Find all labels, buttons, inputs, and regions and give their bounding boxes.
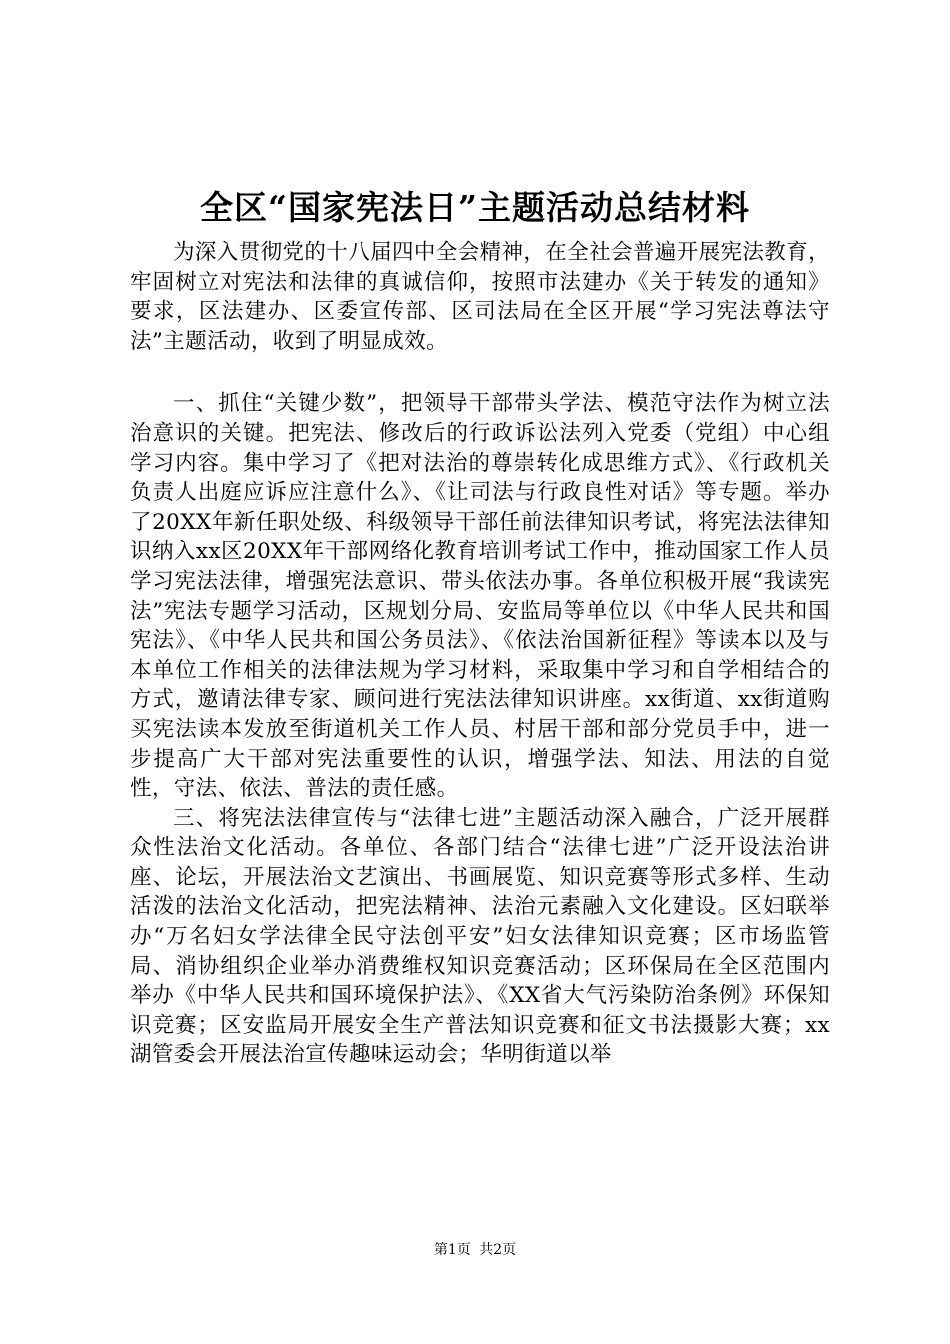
page-number: 第1页: [433, 1242, 471, 1258]
page-footer: [0, 1240, 950, 1260]
document-body: [130, 238, 830, 1070]
paragraph-spacer: [130, 356, 830, 389]
paragraph-section-one: 一、抓住“关键少数”，把领导干部带头学法、模范守法作为树立法治意识的关键。把宪法、修改后的行政诉讼法列入党委（党组）中心组学习内容。集中学习了《把对法治的尊崇转化成思维方式》、《行政机关负责人出庭应诉应注意什么》、《让司法与行政良性对话》等专题。举办了20XX年新任职处级、科级领导干部任前法律知识考试，将宪法法律知识纳入xx区20XX年干部网络化教育培训考试工作中，推动国家工作人员学习宪法法律，增强宪法意识、带头依法办事。各单位积极开展“我读宪法”宪法专题学习活动，区规划分局、安监局等单位以《中华人民共和国宪法》、《中华人民共和国公务员法》、《依法治国新征程》等读本以及与本单位工作相关的法律法规为学习材料，采取集中学习和自学相结合的方式，邀请法律专家、顾问进行宪法法律知识讲座。xx街道、xx街道购买宪法读本发放至街道机关工作人员、村居干部和部分党员手中，进一步提高广大干部对宪法重要性的认识，增强学法、知法、用法的自觉性，守法、依法、普法的责任感。: [130, 391, 830, 802]
paragraph-intro: 为深入贯彻党的十八届四中全会精神，在全社会普遍开展宪法教育，牢固树立对宪法和法律的真诚信仰，按照市法建办《关于转发的通知》要求，区法建办、区委宣传部、区司法局在全区开展“学习宪法尊法守法”主题活动，收到了明显成效。: [130, 240, 831, 354]
document-title: 全区“国家宪法日”主题活动总结材料: [200, 188, 750, 227]
page-total: 共2页: [479, 1242, 517, 1258]
paragraph-section-three: 三、将宪法法律宣传与“法律七进”主题活动深入融合，广泛开展群众性法治文化活动。各单位、各部门结合“法律七进”广泛开设法治讲座、论坛，开展法治文艺演出、书画展览、知识竞赛等形式多样、生动活泼的法治文化活动，把宪法精神、法治元素融入文化建设。区妇联举办“万名妇女学法律全民守法创平安”妇女法律知识竞赛；区市场监管局、消协组织企业举办消费维权知识竞赛活动；区环保局在全区范围内举办《中华人民共和国环境保护法》、《XX省大气污染防治条例》环保知识竞赛；区安监局开展安全生产普法知识竞赛和征文书法摄影大赛；xx湖管委会开展法治宣传趣味运动会；华明街道以举: [130, 805, 830, 1068]
